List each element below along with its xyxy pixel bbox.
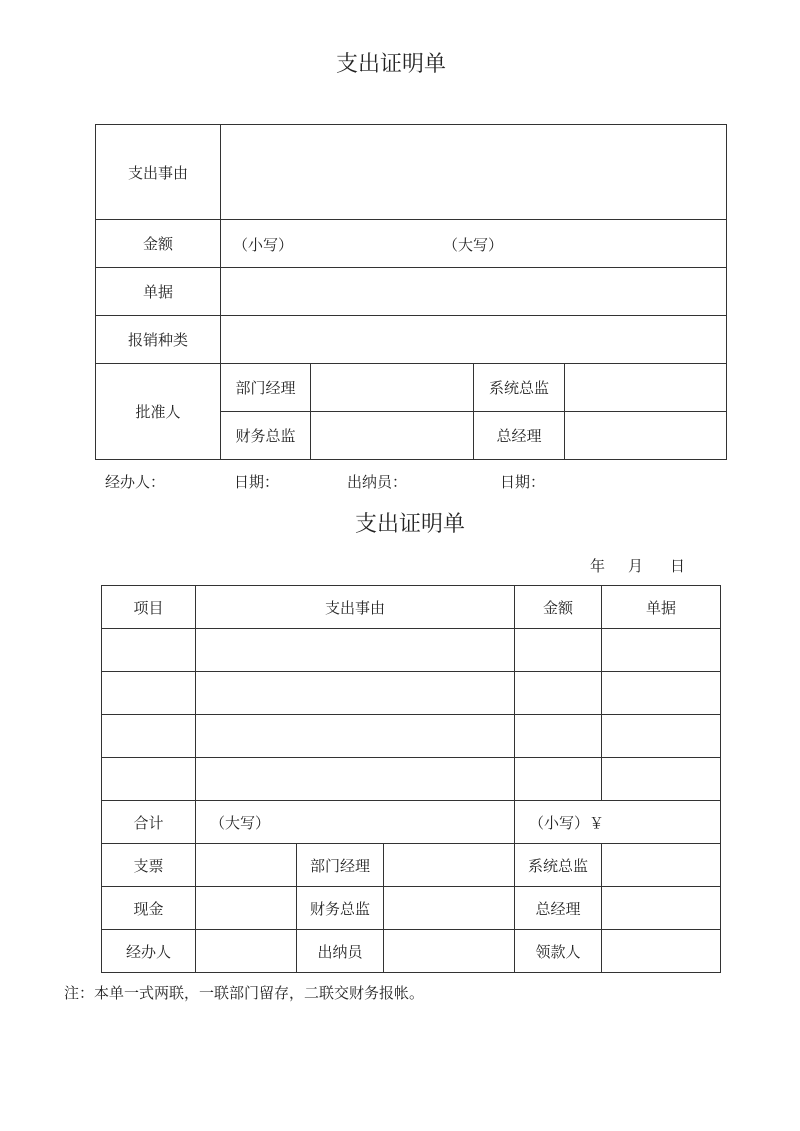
receipt-field[interactable]	[221, 268, 727, 316]
cash-label: 现金	[102, 887, 196, 930]
reason-label: 支出事由	[96, 125, 221, 220]
item-cell[interactable]	[102, 629, 196, 672]
cashier-label: 出纳员：	[347, 473, 408, 491]
footnote: 注：本单一式两联，一联部门留存，二联交财务报帐。	[64, 984, 425, 1002]
type-field[interactable]	[221, 316, 727, 364]
system-director-label: 系统总监	[474, 364, 565, 412]
general-manager-field[interactable]	[565, 412, 727, 460]
receipt-cell[interactable]	[602, 715, 721, 758]
date2-label: 日期：	[500, 473, 546, 491]
handler-label-2: 经办人	[102, 930, 196, 973]
amount-cell[interactable]	[515, 715, 602, 758]
receipt-cell[interactable]	[602, 672, 721, 715]
table-row	[102, 758, 721, 801]
cashier-field-2[interactable]	[384, 930, 515, 973]
amount-small-label: （小写）	[233, 236, 294, 254]
amount-label: 金额	[96, 220, 221, 268]
reason-field[interactable]	[221, 125, 727, 220]
payee-field[interactable]	[602, 930, 721, 973]
total-big-field[interactable]: （大写）	[196, 801, 515, 844]
general-manager-field-2[interactable]	[602, 887, 721, 930]
system-director-label-2: 系统总监	[515, 844, 602, 887]
receipt-cell[interactable]	[602, 629, 721, 672]
general-manager-label-2: 总经理	[515, 887, 602, 930]
date-year: 年	[590, 557, 606, 575]
dept-manager-label-2: 部门经理	[297, 844, 384, 887]
finance-director-field[interactable]	[311, 412, 474, 460]
header-receipt: 单据	[602, 586, 721, 629]
finance-director-field-2[interactable]	[384, 887, 515, 930]
reason-cell[interactable]	[196, 629, 515, 672]
amount-cell[interactable]	[515, 629, 602, 672]
form2-table	[101, 585, 721, 973]
reason-cell[interactable]	[196, 672, 515, 715]
system-director-field[interactable]	[565, 364, 727, 412]
amount-big-label: （大写）	[443, 236, 504, 254]
table-row	[102, 672, 721, 715]
check-label: 支票	[102, 844, 196, 887]
dept-manager-label: 部门经理	[221, 364, 311, 412]
cashier-label-2: 出纳员	[297, 930, 384, 973]
payee-label: 领款人	[515, 930, 602, 973]
check-field[interactable]	[196, 844, 297, 887]
header-amount: 金额	[515, 586, 602, 629]
item-cell[interactable]	[102, 672, 196, 715]
item-cell[interactable]	[102, 758, 196, 801]
system-director-field-2[interactable]	[602, 844, 721, 887]
header-item: 项目	[102, 586, 196, 629]
receipt-label: 单据	[96, 268, 221, 316]
form1-title: 支出证明单	[335, 52, 446, 77]
reason-cell[interactable]	[196, 758, 515, 801]
date-month: 月	[628, 557, 644, 575]
handler-field-2[interactable]	[196, 930, 297, 973]
amount-field[interactable]	[221, 220, 727, 268]
table-row	[102, 715, 721, 758]
header-reason: 支出事由	[196, 586, 515, 629]
form1-table	[95, 124, 727, 460]
form2-title: 支出证明单	[354, 512, 465, 537]
total-label: 合计	[102, 801, 196, 844]
approver-label: 批准人	[96, 364, 221, 460]
date-day: 日	[670, 557, 686, 575]
type-label: 报销种类	[96, 316, 221, 364]
table-row	[102, 629, 721, 672]
date1-label: 日期：	[234, 473, 280, 491]
general-manager-label: 总经理	[474, 412, 565, 460]
amount-cell[interactable]	[515, 758, 602, 801]
total-small-field[interactable]: （小写）￥	[515, 801, 721, 844]
finance-director-label: 财务总监	[221, 412, 311, 460]
dept-manager-field[interactable]	[311, 364, 474, 412]
handler-label: 经办人：	[105, 473, 166, 491]
item-cell[interactable]	[102, 715, 196, 758]
amount-cell[interactable]	[515, 672, 602, 715]
dept-manager-field-2[interactable]	[384, 844, 515, 887]
finance-director-label-2: 财务总监	[297, 887, 384, 930]
cash-field[interactable]	[196, 887, 297, 930]
reason-cell[interactable]	[196, 715, 515, 758]
receipt-cell[interactable]	[602, 758, 721, 801]
